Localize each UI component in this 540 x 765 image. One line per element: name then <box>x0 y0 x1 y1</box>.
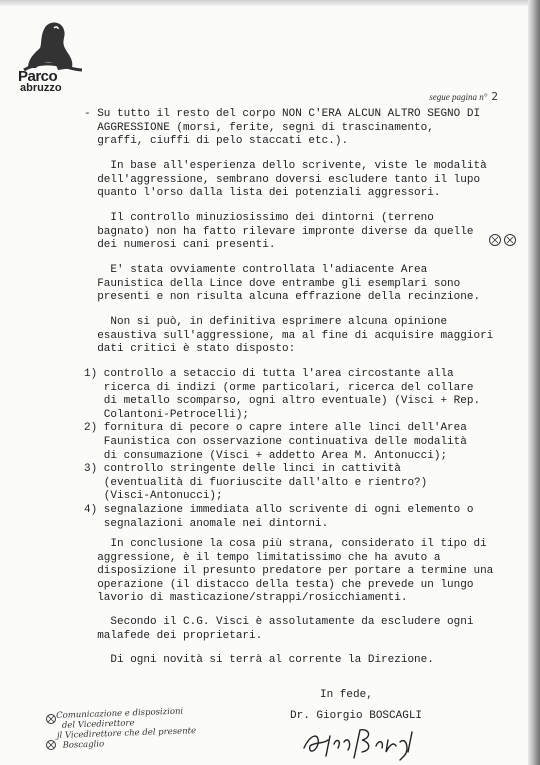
numbered-list-measures: 1) controllo a setaccio di tutta l'area circostante alla ricerca di indizi (orme particolari, ricerca del collare di metallo scomparso, ogni altro eventuale) (Visci + Rep. Colantoni-Petrocelli); 2) fornitura di pecore o capre intere alle linci dell'Area Faunistica con osservazione continuativa delle modalità di consumazione (Visci + addetto Area M. Antonucci); 3) controllo stringente delle linci in cattività (eventualità di fuoriuscite dall'alto e rientro?) (Visci-Antonucci); 4) segnalazione immediata allo scrivente di ogni elemento o segnalazioni anomale nei dintorni. <box>84 368 481 530</box>
signer-name: Dr. Giorgio BOSCAGLI <box>290 710 423 722</box>
paragraph-surroundings-check: Il controllo minuziosissimo dei dintorni (terreno bagnato) non ha fatto rilevare impronte diverse da quelle dei numerosi cani presenti. <box>97 212 474 252</box>
printer-margin-mark <box>520 620 526 720</box>
paragraph-strange-thing: In conclusione la cosa più strana, considerato il tipo di aggressione, è il tempo limitatissimo che ha avuto a disposizione il presunto predatore per portare a termine una operazione (il distacco della testa) che prevede un lungo lavorio di masticazione/strappi/rosicchiamenti. <box>97 538 494 605</box>
page-label-text: segue pagina n° <box>429 92 488 102</box>
scan-top-edge <box>0 0 540 6</box>
handwritten-signature <box>300 722 430 762</box>
paragraph-experience: In base all'esperienza dello scrivente, viste le modalità dell'aggressione, sembrano doversi escludere tanto il lupo quanto l'orso dalla lista dei potenziali aggressori. <box>97 160 487 200</box>
paragraph-conclusion-opinion: Non si può, in definitiva esprimere alcuna opinione esaustiva sull'aggressione, ma al fine di acquisire maggiori dati critici è stato disposto: <box>97 316 494 356</box>
paragraph-owners: Secondo il C.G. Visci è assolutamente da escludere ogni malafede dei proprietari. <box>97 616 474 642</box>
logo-subtext: abruzzo <box>20 82 62 94</box>
margin-circle-marks-icon <box>486 232 520 248</box>
logo-text: Parco <box>18 68 58 85</box>
scan-right-edge-shadow <box>528 0 540 765</box>
closing-in-fede: In fede, <box>320 689 373 701</box>
page-number: 2 <box>491 90 498 103</box>
paragraph-no-other-signs: - Su tutto il resto del corpo NON C'ERA ALCUN ALTRO SEGNO DI AGGRESSIONE (morsi, ferite, segni di trascinamento, graffi, ciuffi di pelo staccati etc.). <box>84 108 481 148</box>
handwritten-note: Comunicazione e disposizioni del Vicedirettore jl Vicedirettore che del presente Boscaglio <box>56 706 197 751</box>
paragraph-lynx-area: E' stata ovviamente controllata l'adiacente Area Faunistica della Lince dove entrambe gli esemplari sono presenti e non risulta alcuna effrazione della recinzione. <box>97 264 481 304</box>
paragraph-direction: Di ogni novità si terrà al corrente la Direzione. <box>84 654 434 666</box>
page-number-label <box>429 90 498 103</box>
